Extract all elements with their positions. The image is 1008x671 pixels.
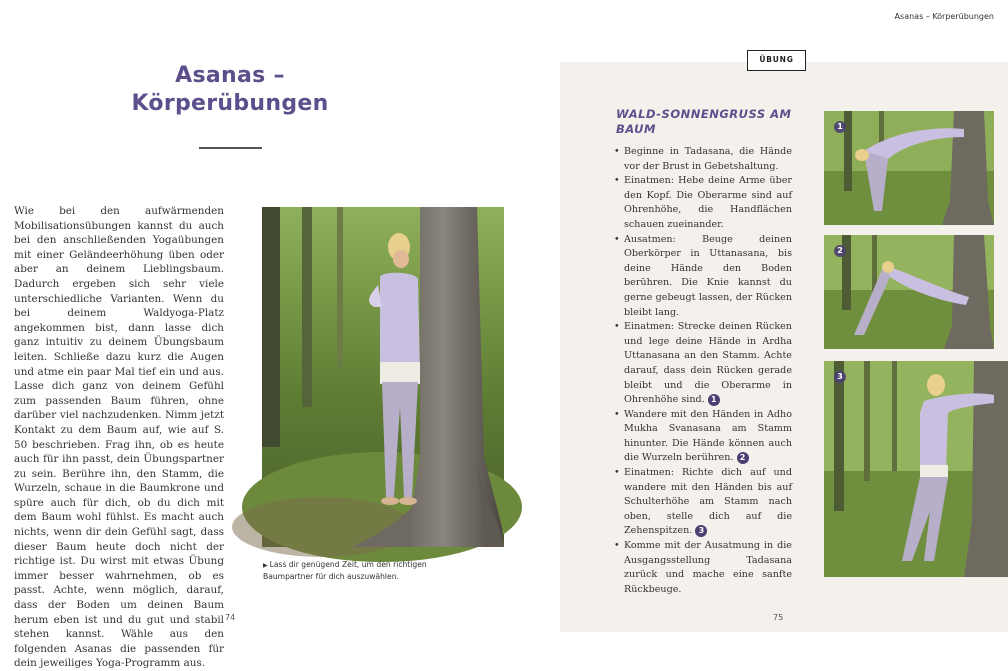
step-photo-3 xyxy=(824,361,1008,577)
bullet-icon: • xyxy=(614,321,620,333)
exercise-step-text: Einatmen: Hebe deine Arme über den Kopf. Die Oberarme sind auf Ohrenhöhe, die Handflächen schauen zueinander. xyxy=(624,175,792,230)
step-photo-1 xyxy=(824,111,994,225)
exercise-step xyxy=(614,320,792,408)
exercise-step-text: Komme mit der Ausatmung in die Ausgangsstellung Tadasana zurück und mache eine sanfte Rückbeuge. xyxy=(624,540,792,595)
step-photo-number-3: 3 xyxy=(834,371,846,383)
step-number-badge: 2 xyxy=(737,452,749,464)
exercise-step-text: Einatmen: Strecke deinen Rücken und lege deine Hände in Ardha Uttanasana an den Stamm. Achte darauf, dass dein Rücken gerade bleibt und die Oberarme in Ohrenhöhe sind. xyxy=(624,321,792,406)
exercise-step xyxy=(614,539,792,597)
chapter-title-line1: Asanas – xyxy=(175,63,285,88)
photo-caption xyxy=(263,559,463,582)
running-head: Asanas – Körperübungen xyxy=(894,12,994,21)
exercise-step-text: Einatmen: Richte dich auf und wandere mit den Händen bis auf Schulterhöhe am Stamm nach oben, stelle dich auf die Zehenspitzen. xyxy=(624,467,792,537)
bullet-icon: • xyxy=(614,408,620,420)
bullet-icon: • xyxy=(614,233,620,245)
exercise-title: WALD-SONNENGRUSS AM BAUM xyxy=(616,107,792,136)
step-photo-2 xyxy=(824,235,994,349)
exercise-badge: ÜBUNG xyxy=(747,50,806,71)
caption-text: Lass dir genügend Zeit, um den richtigen Baumpartner für dich auszuwählen. xyxy=(263,560,427,581)
caption-triangle-icon: ▶ xyxy=(263,562,268,569)
step-photo-number-2: 2 xyxy=(834,245,846,257)
intro-paragraph: Wie bei den aufwärmenden Mobilisationsübungen kannst du auch bei den anschließenden Yogaübungen mit einer Geländeerhöhung üben oder aber an deinem Lieblingsbaum. Dadurch ergeben sich sehr viele unterschiedliche Varianten. Wenn du bei deinem Waldyoga-Platz angekommen bist, dann lasse dich ganz intuitiv zu deinem Übungsbaum leiten. Schließe dazu kurz die Augen und atme ein paar Mal tief ein und aus. Lasse dich ganz von deinem Gefühl zum passenden Baum führen, ohne darüber viel nachzudenken. Nimm jetzt Kontakt zu dem Baum auf, wie auf S. 50 beschrieben. Frag ihn, ob es heute auch für ihn passt, dein Übungspartner zu sein. Berühre ihn, den Stamm, die Wurzeln, schaue in die Baumkrone und spüre auch für dich, ob du dich mit dem Baum wohl fühlst. Es macht auch nichts, wenn dir dein Gefühl sagt, dass dieser Baum heute doch nicht der richtige ist. Du wirst mit etwas Übung immer besser wahrnehmen, ob es passt. Achte, wenn möglich, darauf, dass der Boden um deinen Baum herum eben ist und du gut und stabil stehen kannst. Wähle aus den folgenden Asanas die passenden für dein jeweiliges Yoga-Programm aus. xyxy=(14,205,224,670)
exercise-step xyxy=(614,145,792,174)
bullet-icon: • xyxy=(614,540,620,552)
photo-woman-at-tree xyxy=(262,207,504,547)
exercise-step xyxy=(614,408,792,466)
exercise-step-text: Beginne in Tadasana, die Hände vor der Brust in Gebetshaltung. xyxy=(624,146,792,172)
page-number-right: 75 xyxy=(773,613,784,622)
page-number-left: 74 xyxy=(225,613,236,622)
bullet-icon: • xyxy=(614,175,620,187)
exercise-step xyxy=(614,174,792,232)
step-number-badge: 1 xyxy=(708,394,720,406)
exercise-steps xyxy=(614,145,792,597)
exercise-step-text: Ausatmen: Beuge deinen Oberkörper in Uttanasana, bis deine Hände den Boden berühren. Die Knie kannst du gerne gebeugt lassen, der Rücken bleibt lang. xyxy=(624,233,792,318)
step-number-badge: 3 xyxy=(695,525,707,537)
exercise-step xyxy=(614,466,792,539)
bullet-icon: • xyxy=(614,467,620,479)
title-divider xyxy=(199,147,262,149)
bullet-icon: • xyxy=(614,146,620,157)
exercise-step-text: Wandere mit den Händen in Adho Mukha Svanasana am Stamm hinunter. Die Hände können auch die Wurzeln berühren. xyxy=(624,408,792,464)
chapter-title-line2: Körperübungen xyxy=(131,91,329,116)
step-photo-number-1: 1 xyxy=(834,121,846,133)
chapter-title xyxy=(100,62,360,118)
exercise-step xyxy=(614,233,792,321)
